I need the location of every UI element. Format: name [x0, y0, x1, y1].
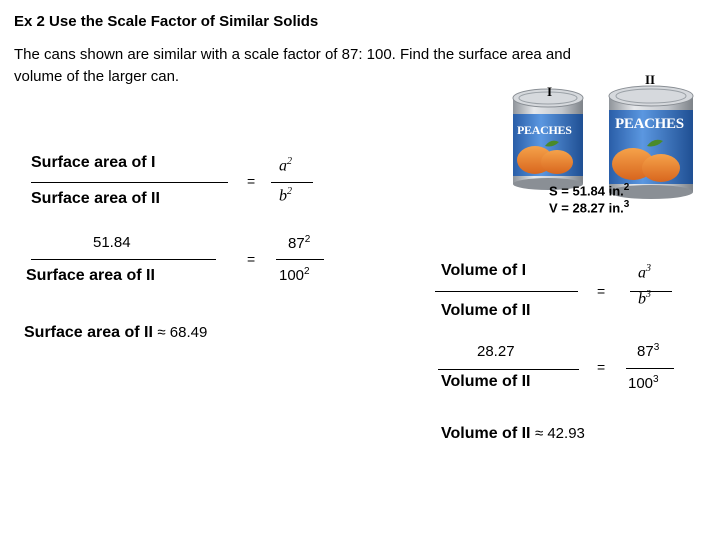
vol-result-value: ≈ 42.93: [534, 425, 585, 442]
sa-eq1-denominator: Surface area of II: [31, 190, 160, 207]
sa-eq1-numerator: Surface area of I: [31, 154, 156, 171]
label-can-ii: II: [645, 72, 656, 87]
sa-eq1-equals: =: [247, 173, 256, 189]
brand-large: PEACHES: [615, 116, 684, 132]
vol-eq2-denominator: Volume of II: [441, 373, 531, 390]
sa-eq1-fraction-bar: [31, 182, 228, 183]
vol-eq1-rhs-denominator: $b^3$: [638, 289, 651, 308]
problem-statement: The cans shown are similar with a scale factor of 87: 100. Find the surface area and volume of the larger can.: [14, 46, 571, 85]
vol-eq1-numerator: Volume of I: [441, 262, 527, 279]
vol-eq1-denominator: Volume of II: [441, 302, 531, 319]
vol-eq2-equals: =: [597, 359, 606, 375]
sa-eq2-rhs-denominator: $100^2$: [279, 266, 310, 284]
sa-eq2-rhs-bar: [276, 259, 324, 260]
sa-eq2-denominator: Surface area of II: [26, 267, 155, 284]
sa-eq1-rhs-denominator: $b^2$: [279, 186, 292, 205]
vol-eq1-rhs-numerator: $a^3$: [638, 263, 651, 282]
sa-result-label: Surface area of II: [24, 324, 153, 341]
vol-eq2-rhs-denominator: $100^3$: [628, 374, 659, 392]
vol-eq2-rhs-bar: [626, 368, 674, 369]
vol-result-label: Volume of II: [441, 425, 531, 442]
can-small: [513, 89, 583, 190]
vol-eq1-rhs-bar: [630, 291, 672, 292]
vol-eq1-fraction-bar: [435, 291, 578, 292]
surface-measure: S = 51.84 in.$^2$: [549, 182, 630, 199]
label-can-i: I: [547, 84, 553, 99]
sa-eq1-rhs-numerator: $a^2$: [279, 156, 292, 175]
sa-eq2-equals: =: [247, 251, 256, 267]
vol-eq1-equals: =: [597, 283, 606, 299]
vol-eq2-numerator: 28.27: [477, 343, 515, 360]
vol-eq2-rhs-numerator: $87^3$: [637, 342, 660, 360]
volume-measure: V = 28.27 in.$^3$: [549, 199, 630, 216]
brand-small: PEACHES: [517, 123, 572, 137]
sa-result-value: ≈ 68.49: [157, 324, 208, 341]
sa-eq2-numerator: 51.84: [93, 234, 131, 251]
slide-title: Ex 2 Use the Scale Factor of Similar Solids: [14, 13, 319, 30]
sa-eq1-rhs-bar: [271, 182, 313, 183]
vol-eq2-fraction-bar: [438, 369, 579, 370]
sa-result: [24, 324, 207, 342]
sa-eq2-rhs-numerator: $87^2$: [288, 234, 311, 252]
vol-result: [441, 425, 585, 443]
sa-eq2-fraction-bar: [31, 259, 216, 260]
